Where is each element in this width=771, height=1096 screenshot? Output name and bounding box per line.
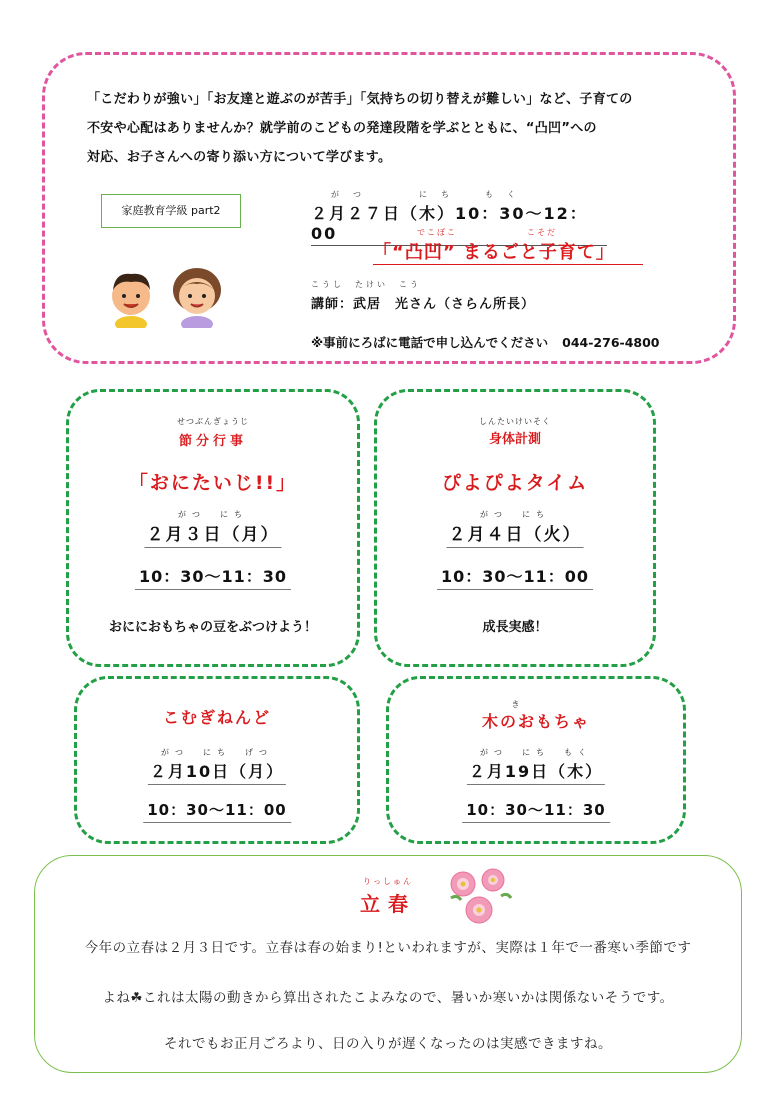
event-time: 10：30〜11：30 [462,799,610,823]
boy-icon [112,274,150,328]
risshun-line: 今年の立春は２月３日です。立春は春の始まり!といわれますが、実際は１年で一番寒い季節です [84,940,692,956]
event-time: 10：30〜11：30 [135,564,291,590]
girl-icon [173,268,221,328]
date-furigana: がつ にち げつ [161,748,273,757]
title-furigana: き [511,700,521,709]
intro-line: 「こだわりが強い」「お友達と遊ぶのが苦手」「気持ちの切り替えが難しい」など、子育ての [87,92,633,107]
booking-text: ※事前にろばに電話で申し込んでください [311,335,549,350]
subtitle-furigana: しんたいけいそく [479,417,551,426]
lecturer: 講師：武居 光さん（さらん所長） [311,297,536,312]
event-card-setsubun [66,389,360,667]
children-illustration [101,260,241,328]
heading-furigana: りっしゅん [363,877,413,886]
subtitle-furigana: せつぶんぎょうじ [177,417,249,426]
event-date: ２月４日（火） [447,520,584,548]
event-date: ２月３日（月） [145,520,282,548]
event-card-piyopiyo [374,389,656,667]
event-title: ぴよぴよタイム [441,472,589,494]
event-time: 10：30〜11：00 [143,799,291,823]
event-title: 木のおもちゃ [481,712,590,731]
date-furigana: がつ にち [178,510,248,519]
event-time: 10：30〜11：00 [437,564,593,590]
risshun-line: それでもお正月ごろより、日の入りが遅くなったのは実感できますね。 [164,1036,612,1052]
intro-text [87,85,701,172]
workshop-title: 「“凸凹” まるごと子育て」 [373,238,643,265]
event-subtitle: 身体計測 [488,432,541,447]
event-note: おににおもちゃの豆をぶつけよう！ [108,620,317,635]
risshun-panel [34,855,742,1073]
class-tag: 家庭教育学級 part2 [101,194,241,228]
workshop-date: ２月２７日（木）10：30〜12：00 [311,201,607,246]
event-title: 「おにたいじ!!」 [128,472,298,494]
event-date: ２月19日（木） [467,759,605,785]
risshun-heading: 立春 [360,892,416,916]
date-furigana: がつ にち もく [331,190,529,199]
booking-note [311,333,660,351]
title-furigana: でこぼこ こそだ [417,228,557,237]
flower-icon [445,866,515,928]
lecturer-furigana: こうし たけい こう [311,280,421,289]
event-card-komugi [74,676,360,844]
phone-number: 044-276-4800 [562,335,660,350]
event-date: ２月10日（月） [148,759,286,785]
event-card-wooden-toys [386,676,686,844]
date-furigana: がつ にち もく [480,748,592,757]
risshun-line: よね☘これは太陽の動きから算出されたこよみなので、暑いか寒いかは関係ないそうです。 [102,990,674,1006]
intro-line: 対応、お子さんへの寄り添い方について学びます。 [87,150,392,165]
workshop-panel [42,52,736,364]
event-note: 成長実感！ [482,620,548,635]
event-subtitle: 節分行事 [178,434,247,449]
date-furigana: がつ にち [480,510,550,519]
event-title: こむぎねんど [162,708,271,727]
intro-line: 不安や心配はありませんか？就学前のこどもの発達段階を学ぶとともに、“凸凹”への [87,121,597,136]
